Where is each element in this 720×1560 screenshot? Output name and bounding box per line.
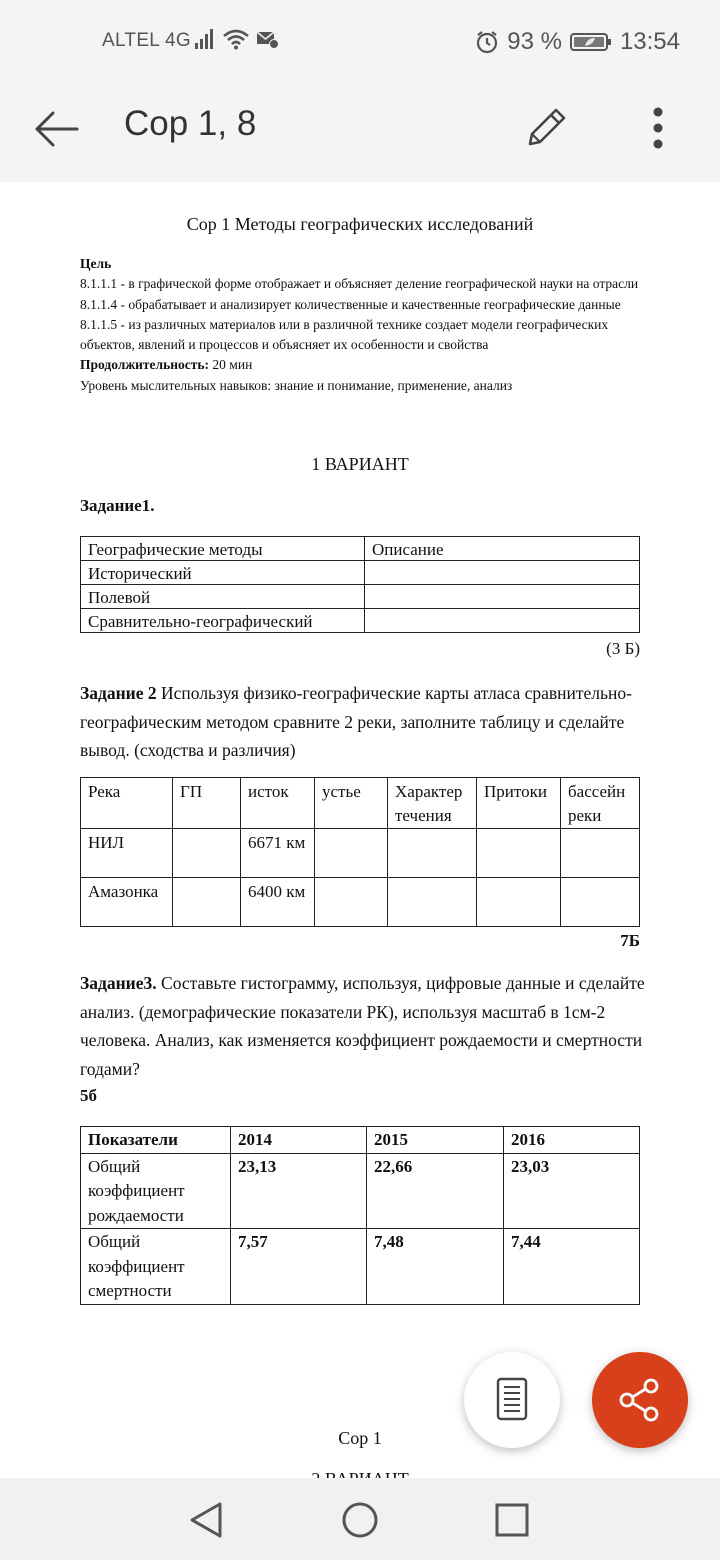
status-right (475, 28, 680, 56)
table-cell (388, 829, 477, 878)
table-cell (365, 609, 640, 633)
nav-recents-button[interactable] (490, 1498, 534, 1542)
task2-score: 7Б (620, 931, 640, 950)
view-mode-button[interactable] (464, 1352, 560, 1448)
task1-heading: Задание1. (80, 496, 155, 515)
battery-icon (570, 31, 612, 53)
table-header-row (81, 1127, 640, 1154)
table-cell: 7,57 (231, 1229, 367, 1305)
system-nav-bar (0, 1478, 720, 1560)
table-cell: Полевой (81, 585, 365, 609)
clock: 13:54 (619, 28, 680, 55)
table-header-cell: Характер течения (388, 778, 477, 829)
message-icon (256, 28, 280, 50)
table-cell (388, 878, 477, 927)
table-cell: Исторический (81, 561, 365, 585)
table-cell (173, 829, 241, 878)
task3-table (80, 1126, 640, 1305)
document-view[interactable] (0, 182, 720, 1478)
table-header-cell: Географические методы (81, 537, 365, 561)
table-cell: 6671 км (241, 829, 315, 878)
nav-home-button[interactable] (338, 1498, 382, 1542)
document-view-icon (495, 1377, 529, 1423)
table-header-cell: устье (315, 778, 388, 829)
battery-percent: 93 % (507, 28, 562, 55)
task1-table (80, 536, 640, 633)
table-header-cell: Река (81, 778, 173, 829)
app-bar (0, 84, 720, 183)
task3-text (80, 969, 645, 1083)
table-row (81, 1153, 640, 1229)
table-cell: 7,48 (367, 1229, 504, 1305)
table-cell: НИЛ (81, 829, 173, 878)
table-header-cell: Показатели (81, 1127, 231, 1154)
table-cell: Сравнительно-географический (81, 609, 365, 633)
table-cell: Общий коэффициент смертности (81, 1229, 231, 1305)
table-row (81, 829, 640, 878)
table-cell: 6400 км (241, 878, 315, 927)
variant-heading: 1 ВАРИАНТ (311, 454, 409, 474)
table-cell (365, 585, 640, 609)
signal-icon (194, 28, 216, 50)
task2-text (80, 679, 645, 765)
table-row (81, 1229, 640, 1305)
next-page-header: Сор 1 (338, 1428, 382, 1448)
task2-body: Используя физико-географические карты атласа сравнительно-географическим методом сравните 2 реки, заполните таблицу и сделайте вывод. (сходства и различия) (80, 683, 632, 760)
wifi-icon (222, 28, 250, 50)
table-cell: Амазонка (81, 878, 173, 927)
share-button[interactable] (592, 1352, 688, 1448)
table-cell: 23,03 (504, 1153, 640, 1229)
table-header-row (81, 778, 640, 829)
table-cell: 23,13 (231, 1153, 367, 1229)
recents-square-icon (494, 1502, 530, 1538)
task2-table (80, 777, 640, 927)
task3-body: Составьте гистограмму, используя, цифровые данные и сделайте анализ. (демографические показатели РК), используя масштаб в 1см-2 человека. Анализ, как изменяется коэффициент рождаемости и смертности годами? (80, 973, 645, 1079)
table-cell: Общий коэффициент рождаемости (81, 1153, 231, 1229)
table-header-cell: Описание (365, 537, 640, 561)
status-bar (0, 0, 720, 84)
table-cell: 7,44 (504, 1229, 640, 1305)
table-cell: 22,66 (367, 1153, 504, 1229)
table-header-cell: Притоки (477, 778, 561, 829)
table-row (81, 878, 640, 927)
table-header-cell: 2015 (367, 1127, 504, 1154)
back-triangle-icon (188, 1500, 224, 1540)
goals-block (80, 254, 645, 396)
table-cell (173, 878, 241, 927)
back-arrow-icon (33, 109, 81, 149)
task3-heading: Задание3. (80, 973, 157, 993)
table-header-cell: 2016 (504, 1127, 640, 1154)
nav-back-button[interactable] (184, 1498, 228, 1542)
table-cell (561, 878, 640, 927)
goal-line-2: 8.1.1.5 - из различных материалов или в различной технике создает модели географических объектов, явлений и процессов и объясняет их особенности и свойства (80, 316, 609, 353)
table-header-cell: исток (241, 778, 315, 829)
duration-value: 20 мин (209, 357, 253, 373)
table-cell (315, 878, 388, 927)
table-row (81, 585, 640, 609)
table-header-row (81, 537, 640, 561)
table-cell (561, 829, 640, 878)
more-vert-icon (652, 106, 664, 150)
table-row (81, 561, 640, 585)
pencil-icon (522, 104, 570, 152)
task3-score: 5б (80, 1086, 97, 1105)
status-icons-left (194, 28, 280, 50)
share-icon (617, 1377, 663, 1423)
table-cell (315, 829, 388, 878)
table-header-cell: бассейн реки (561, 778, 640, 829)
back-button[interactable] (30, 102, 84, 156)
task1-score: (3 Б) (606, 639, 640, 658)
table-row (81, 609, 640, 633)
task2-heading: Задание 2 (80, 683, 157, 703)
duration-label: Продолжительность: (80, 357, 210, 373)
goal-label: Цель (80, 256, 112, 271)
table-cell (365, 561, 640, 585)
skills-line: Уровень мыслительных навыков: знание и понимание, применение, анализ (80, 377, 513, 393)
page-title: Сор 1 Методы географических исследований (186, 214, 534, 234)
goal-line-1: 8.1.1.1 - в графической форме отображает и объясняет деление географической науки на отрасли 8.1.1.4 - обрабатывает и анализирует количественные и качественные географические данные (80, 276, 639, 312)
home-circle-icon (340, 1500, 380, 1540)
alarm-icon (475, 30, 499, 54)
document-title: Сор 1, 8 (124, 104, 257, 143)
table-header-cell: ГП (173, 778, 241, 829)
carrier-label: ALTEL 4G (102, 30, 191, 51)
edit-button[interactable] (518, 100, 574, 156)
more-options-button[interactable] (636, 100, 680, 156)
table-header-cell: 2014 (231, 1127, 367, 1154)
table-cell (477, 878, 561, 927)
table-cell (477, 829, 561, 878)
